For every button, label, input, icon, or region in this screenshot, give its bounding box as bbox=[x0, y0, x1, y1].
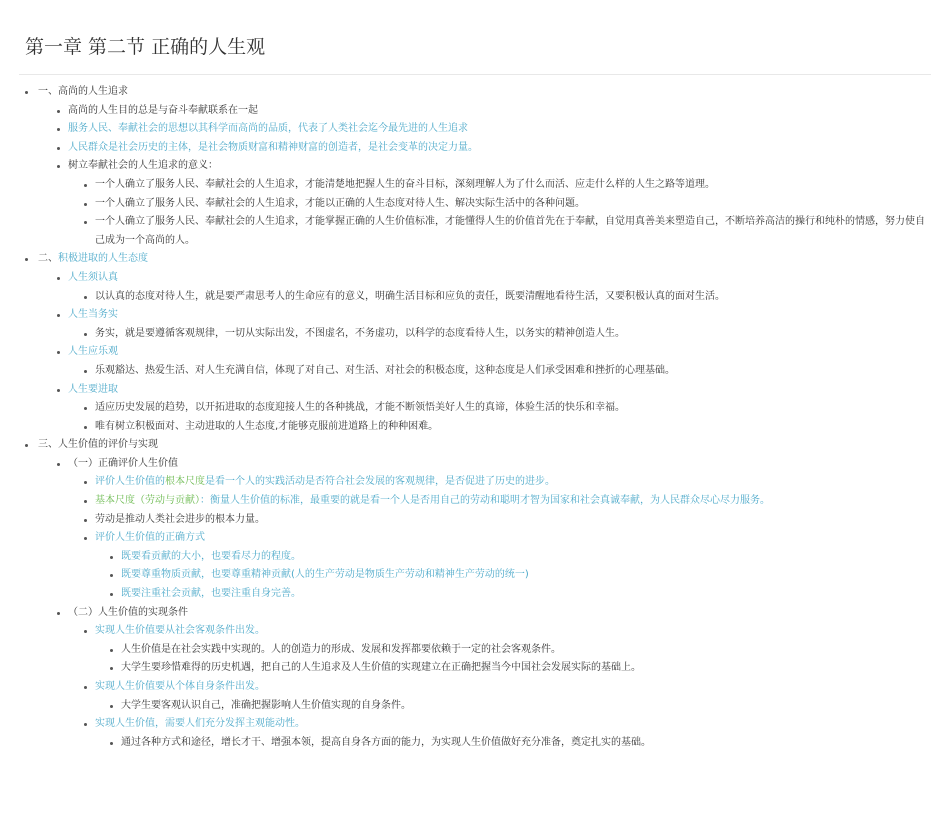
item-text: 人生须认真 bbox=[68, 271, 118, 283]
list-item bbox=[55, 120, 928, 139]
list-item bbox=[55, 306, 928, 343]
item-text: 树立奉献社会的人生追求的意义： bbox=[68, 160, 218, 172]
list-item bbox=[108, 585, 928, 604]
list-item bbox=[55, 343, 928, 380]
list-item bbox=[25, 83, 928, 250]
list-item bbox=[82, 362, 928, 381]
list-item bbox=[82, 288, 928, 307]
page-title: 第一章 第二节 正确的人生观 bbox=[25, 36, 266, 58]
item-text: 唯有树立积极面对、主动进取的人生态度,才能够克服前进道路上的种种困难。 bbox=[95, 420, 439, 432]
item-text: 实现人生价值要从个体自身条件出发。 bbox=[95, 681, 265, 692]
list-item bbox=[108, 548, 928, 567]
list-item bbox=[108, 734, 928, 753]
list-item bbox=[82, 715, 928, 752]
list-item bbox=[108, 659, 928, 678]
list-item bbox=[82, 473, 928, 492]
item-text: 务实，就是要遵循客观规律，一切从实际出发，不图虚名，不务虚功，以科学的态度看待人生，以务实的精神创造人生。 bbox=[95, 327, 625, 339]
item-text: 人生价值是在社会实践中实现的。人的创造力的形成、发展和发挥都要依赖于一定的社会客观条件。 bbox=[121, 643, 561, 655]
item-text: 适应历史发展的趋势，以开拓进取的态度迎接人生的各种挑战，才能不断领悟美好人生的真谛，体验生活的快乐和幸福。 bbox=[95, 402, 625, 414]
list-item bbox=[55, 157, 928, 250]
list-item bbox=[55, 455, 928, 604]
highlight-text: 基本尺度（劳动与贡献） bbox=[95, 495, 200, 507]
item-text: 人生要进取 bbox=[68, 383, 118, 395]
item-text: 通过各种方式和途径，增长才干、增强本领，提高自身各方面的能力，为实现人生价值做好充分准备，奠定扎实的基础。 bbox=[121, 736, 651, 748]
list-item bbox=[82, 325, 928, 344]
section-heading: 积极进取的人生态度 bbox=[58, 253, 148, 265]
item-text: 既要注重社会贡献，也要注重自身完善。 bbox=[121, 588, 301, 600]
list-item bbox=[82, 492, 928, 511]
list-item bbox=[82, 511, 928, 530]
item-text: 一个人确立了服务人民、奉献社会的人生追求，才能清楚地把握人生的奋斗目标，深刻理解人为了什么而活、应走什么样的人生之路等道理。 bbox=[95, 178, 715, 190]
list-item bbox=[108, 697, 928, 716]
list-item bbox=[55, 102, 928, 121]
list-item bbox=[55, 381, 928, 437]
item-text: 服务人民、奉献社会的思想以其科学而高尚的品质，代表了人类社会迄今最先进的人生追求 bbox=[68, 123, 468, 135]
outline bbox=[25, 83, 928, 752]
section-number: 二、 bbox=[38, 253, 58, 265]
item-text: 人民群众是社会历史的主体，是社会物质财富和精神财富的创造者，是社会变革的决定力量。 bbox=[68, 141, 478, 153]
item-text: 一个人确立了服务人民、奉献社会的人生追求，才能以正确的人生态度对待人生、解决实际生活中的各种问题。 bbox=[95, 197, 585, 209]
item-text: 大学生要珍惜难得的历史机遇，把自己的人生追求及人生价值的实现建立在正确把握当今中国社会发展实际的基础上。 bbox=[121, 662, 641, 674]
item-text: 是看一个人的实践活动是否符合社会发展的客观规律，是否促进了历史的进步。 bbox=[205, 476, 555, 488]
subsection-heading: （一）正确评价人生价值 bbox=[68, 457, 178, 469]
item-text: ：衡量人生价值的标准，最重要的就是看一个人是否用自己的劳动和聪明才智为国家和社会真诚奉献，为人民群众尽心尽力服务。 bbox=[200, 495, 770, 507]
item-text: 既要尊重物质贡献，也要尊重精神贡献(人的生产劳动是物质生产劳动和精神生产劳动的统一) bbox=[121, 569, 529, 581]
item-text: 评价人生价值的正确方式 bbox=[95, 532, 205, 544]
list-item bbox=[55, 269, 928, 306]
item-text: 劳动是推动人类社会进步的根本力量。 bbox=[95, 513, 265, 525]
list-item bbox=[25, 250, 928, 436]
item-text: 人生当务实 bbox=[68, 309, 118, 321]
divider bbox=[19, 74, 931, 75]
list-item bbox=[82, 213, 928, 250]
subsection-heading: （二）人生价值的实现条件 bbox=[68, 606, 188, 618]
list-item bbox=[82, 529, 928, 603]
list-item bbox=[82, 418, 928, 437]
item-text: 高尚的人生目的总是与奋斗奉献联系在一起 bbox=[68, 104, 258, 116]
highlight-text: 根本尺度 bbox=[165, 476, 205, 488]
list-item bbox=[108, 566, 928, 585]
item-text: 大学生要客观认识自己，准确把握影响人生价值实现的自身条件。 bbox=[121, 699, 411, 711]
list-item bbox=[108, 641, 928, 660]
section-heading: 一、高尚的人生追求 bbox=[38, 86, 128, 97]
item-text: 一个人确立了服务人民、奉献社会的人生追求，才能掌握正确的人生价值标准，才能懂得人生的价值首先在于奉献，自觉用真善美来塑造自己，不断培养高洁的操行和纯朴的情感，努力使自己成为一个高尚的人。 bbox=[95, 216, 925, 246]
list-item bbox=[82, 399, 928, 418]
item-text: 实现人生价值要从社会客观条件出发。 bbox=[95, 625, 265, 637]
list-item bbox=[82, 176, 928, 195]
item-text: 实现人生价值，需要人们充分发挥主观能动性。 bbox=[95, 718, 305, 730]
item-text: 人生应乐观 bbox=[68, 346, 118, 358]
list-item bbox=[55, 139, 928, 158]
item-text: 乐观豁达、热爱生活、对人生充满自信，体现了对自己、对生活、对社会的积极态度，这种态度是人们承受困难和挫折的心理基础。 bbox=[95, 364, 675, 376]
item-text: 以认真的态度对待人生，就是要严肃思考人的生命应有的意义，明确生活目标和应负的责任，既要清醒地看待生活，又要积极认真的面对生活。 bbox=[95, 290, 725, 302]
list-item bbox=[82, 678, 928, 715]
list-item bbox=[82, 622, 928, 678]
list-item bbox=[55, 604, 928, 753]
section-heading: 三、人生价值的评价与实现 bbox=[38, 439, 158, 451]
item-text: 既要看贡献的大小，也要看尽力的程度。 bbox=[121, 550, 301, 562]
list-item bbox=[82, 195, 928, 214]
item-text: 评价人生价值的 bbox=[95, 476, 165, 488]
list-item bbox=[25, 436, 928, 752]
